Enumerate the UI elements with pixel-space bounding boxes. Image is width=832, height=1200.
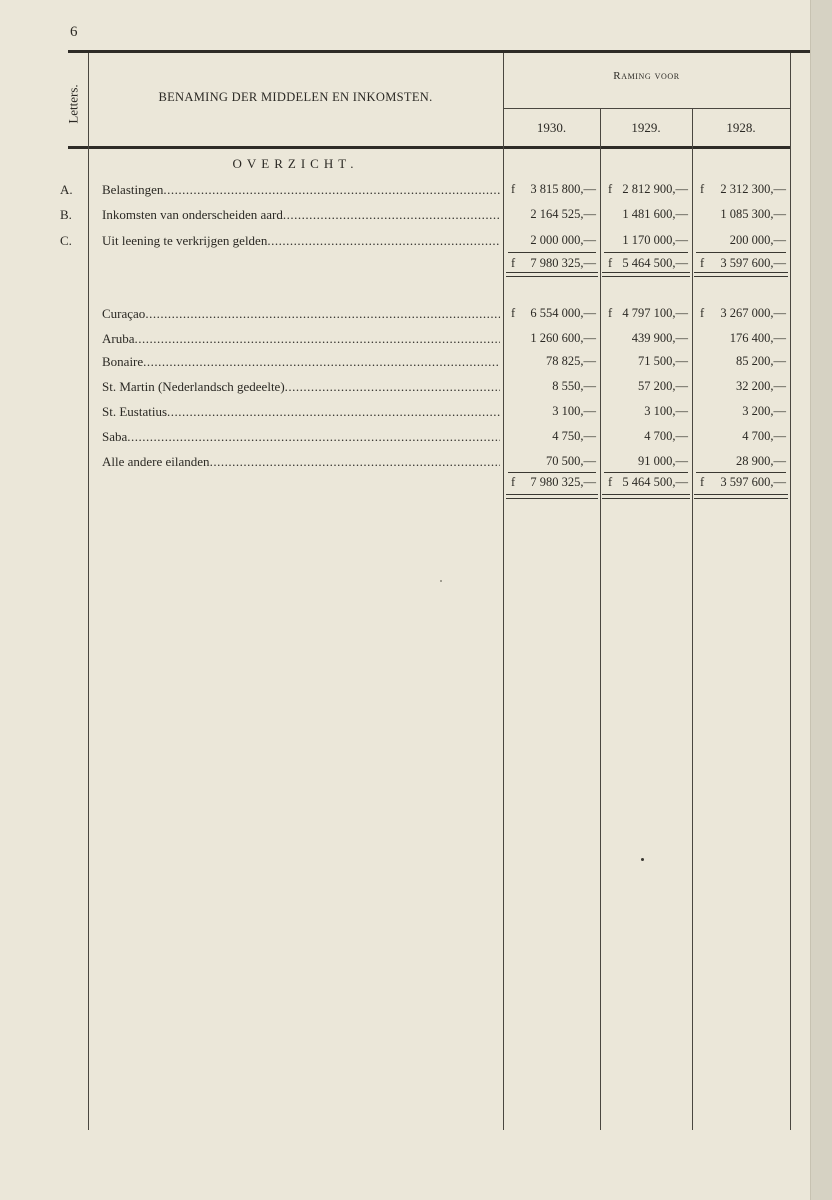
raming-divider xyxy=(503,108,790,109)
table-row xyxy=(0,354,810,374)
currency-mark: f xyxy=(608,182,613,196)
value-1929: 1 170 000,— xyxy=(622,233,688,247)
value-1929: 439 900,— xyxy=(631,331,688,345)
year-header-1930: 1930. xyxy=(536,120,567,135)
value-1928: 32 200,— xyxy=(736,379,786,393)
total-1930: f 7 980 325,— xyxy=(511,475,596,489)
value-1928: 200 000,— xyxy=(729,233,786,247)
value-1929: f 2 812 900,— xyxy=(608,182,688,196)
double-rule xyxy=(694,272,788,277)
currency-mark: f xyxy=(511,475,516,489)
paper-speck xyxy=(641,858,644,861)
sum-rule xyxy=(508,472,596,473)
value-1930: 2 164 525,— xyxy=(530,207,596,221)
table-row xyxy=(0,182,810,202)
year-header-1928: 1928. xyxy=(726,120,756,135)
table-row xyxy=(0,379,810,399)
double-rule xyxy=(506,494,598,499)
value-1930: f 6 554 000,— xyxy=(511,306,596,320)
table-row xyxy=(0,331,810,351)
row-label: Alle andere eilanden ..... xyxy=(102,454,500,470)
total-1928: f 3 597 600,— xyxy=(700,256,786,270)
value-1930: 2 000 000,— xyxy=(530,233,596,247)
row-letter: B. xyxy=(60,207,72,222)
top-rule xyxy=(68,50,810,53)
value-1928: f 2 312 300,— xyxy=(700,182,786,196)
raming-voor-header: Raming voor xyxy=(613,70,680,82)
row-label: Bonaire ..... xyxy=(102,354,500,370)
section-title: OVERZICHT. xyxy=(232,156,359,171)
double-rule xyxy=(602,494,690,499)
value-1930: 70 500,— xyxy=(546,454,596,468)
currency-mark: f xyxy=(700,256,705,270)
value-1928: 4 700,— xyxy=(742,429,786,443)
currency-mark: f xyxy=(511,182,516,196)
row-label: Saba ..... xyxy=(102,429,500,445)
benaming-column-header: BENAMING DER MIDDELEN EN INKOMSTEN. xyxy=(158,90,433,104)
value-1929: 1 481 600,— xyxy=(622,207,688,221)
letters-header-text: Letters. xyxy=(66,84,81,124)
value-1928: 28 900,— xyxy=(736,454,786,468)
row-label: St. Eustatius ..... xyxy=(102,404,500,420)
currency-mark: f xyxy=(608,256,613,270)
double-rule xyxy=(602,272,690,277)
table-row xyxy=(0,306,810,326)
sum-rule xyxy=(604,252,688,253)
row-label: Curaçao ..... xyxy=(102,306,500,322)
total-row xyxy=(0,475,810,495)
value-1930: 4 750,— xyxy=(552,429,596,443)
currency-mark: f xyxy=(511,306,516,320)
sum-rule xyxy=(696,472,786,473)
table-row xyxy=(0,404,810,424)
sum-rule xyxy=(696,252,786,253)
value-1928: 85 200,— xyxy=(736,354,786,368)
total-1930: f 7 980 325,— xyxy=(511,256,596,270)
value-1930: f 3 815 800,— xyxy=(511,182,596,196)
row-letter: A. xyxy=(60,182,73,197)
header-bottom-rule xyxy=(68,146,790,149)
value-1928: 176 400,— xyxy=(729,331,786,345)
value-1928: 3 200,— xyxy=(742,404,786,418)
row-label: Aruba ..... xyxy=(102,331,500,347)
row-letter: C. xyxy=(60,233,72,248)
value-1929: 3 100,— xyxy=(644,404,688,418)
row-label: Inkomsten van onderscheiden aard ..... xyxy=(102,207,500,223)
total-1929: f 5 464 500,— xyxy=(608,475,688,489)
row-label: St. Martin (Nederlandsch gedeelte) ..... xyxy=(102,379,500,395)
value-1930: 8 550,— xyxy=(552,379,596,393)
double-rule xyxy=(506,272,598,277)
value-1930: 3 100,— xyxy=(552,404,596,418)
year-header-1929: 1929. xyxy=(631,120,661,135)
currency-mark: f xyxy=(700,306,705,320)
table-row xyxy=(0,207,810,227)
value-1929: 91 000,— xyxy=(638,454,688,468)
table-row xyxy=(0,429,810,449)
value-1928: 1 085 300,— xyxy=(720,207,786,221)
value-1930: 1 260 600,— xyxy=(530,331,596,345)
table-row xyxy=(0,233,810,253)
sum-rule xyxy=(604,472,688,473)
currency-mark: f xyxy=(511,256,516,270)
value-1929: 71 500,— xyxy=(638,354,688,368)
currency-mark: f xyxy=(700,475,705,489)
currency-mark: f xyxy=(608,475,613,489)
value-1928: f 3 267 000,— xyxy=(700,306,786,320)
value-1929: f 4 797 100,— xyxy=(608,306,688,320)
page-number: 6 xyxy=(70,24,78,40)
total-1928: f 3 597 600,— xyxy=(700,475,786,489)
double-rule xyxy=(694,494,788,499)
table-row xyxy=(0,454,810,474)
row-label: Uit leening te verkrijgen gelden ..... xyxy=(102,233,500,249)
currency-mark: f xyxy=(700,182,705,196)
page-edge xyxy=(810,0,832,1200)
currency-mark: f xyxy=(608,306,613,320)
letters-column-header xyxy=(60,62,88,146)
value-1929: 57 200,— xyxy=(638,379,688,393)
value-1930: 78 825,— xyxy=(546,354,596,368)
row-label: Belastingen ..... xyxy=(102,182,500,198)
paper-speck xyxy=(440,580,442,582)
total-1929: f 5 464 500,— xyxy=(608,256,688,270)
sum-rule xyxy=(508,252,596,253)
value-1929: 4 700,— xyxy=(644,429,688,443)
